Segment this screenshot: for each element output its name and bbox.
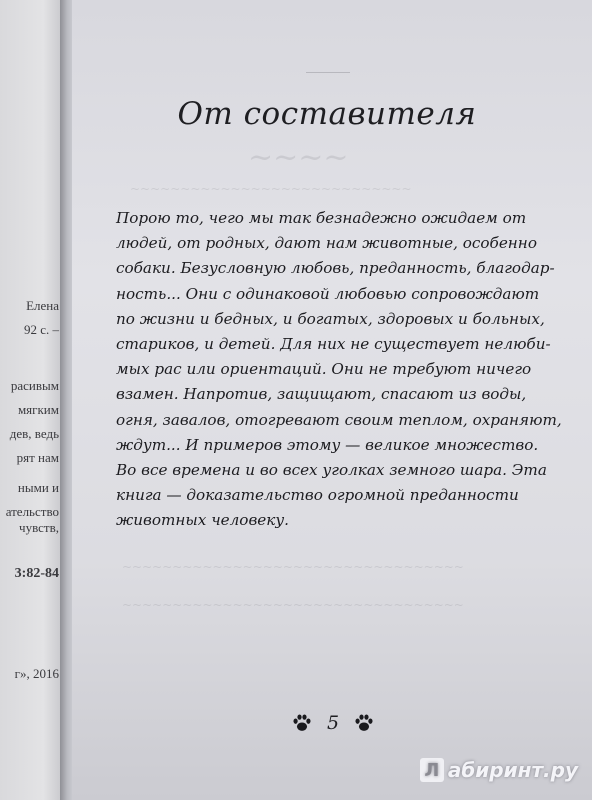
- left-page-fragment: ательство: [5, 504, 59, 519]
- body-line: взамен. Напротив, защищают, спасают из воды,: [116, 385, 527, 404]
- right-page: [72, 0, 592, 800]
- left-page-fragment: 3:82-84: [14, 566, 59, 581]
- body-line: огня, завалов, отогревают своим теплом, охраняют,: [116, 410, 562, 429]
- paw-icon: [353, 712, 375, 734]
- labirint-watermark: [420, 758, 578, 782]
- show-through-text: ~~~~~~~~~~~~~~~~~~~~~~~~~~~~~~~~~~: [122, 598, 464, 612]
- left-page-fragment: чувств,: [19, 520, 59, 535]
- top-ornament: [306, 72, 350, 73]
- labirint-logo: Л: [420, 758, 444, 782]
- body-line: Во все времена и во всех уголках земного шара. Эта: [116, 461, 547, 480]
- body-line: стариков, и детей. Для них не существует нелюби-: [116, 335, 551, 354]
- left-page-fragment: рят нам: [16, 450, 59, 465]
- body-line: собаки. Безусловную любовь, преданность, благодар-: [116, 259, 555, 278]
- left-page-fragment: расивым: [10, 378, 59, 393]
- body-line: ждут... И примеров этому — великое множество.: [116, 435, 539, 454]
- body-line: животных человеку.: [116, 511, 289, 530]
- body-line: мых рас или ориентаций. Они не требуют ничего: [116, 360, 532, 379]
- show-through-text: ~~~~~~~~~~~~~~~~~~~~~~~~~~~~: [130, 182, 412, 196]
- left-page-fragment: дев, ведь: [9, 426, 59, 441]
- show-through-text: ~~~~~~~~~~~~~~~~~~~~~~~~~~~~~~~~~~: [122, 560, 464, 574]
- body-line: ность... Они с одинаковой любовью сопровождают: [116, 284, 540, 303]
- left-page-fragment: Елена: [26, 298, 59, 313]
- body-line: Порою то, чего мы так безнадежно ожидаем от: [116, 209, 527, 227]
- body-line: книга — доказательство огромной преданности: [116, 486, 519, 505]
- body-text: [116, 206, 562, 534]
- page-title: От составителя: [177, 96, 477, 132]
- page-number: 5: [326, 712, 340, 734]
- left-page-fragment: ными и: [17, 480, 59, 495]
- body-line: людей, от родных, дают нам животные, особенно: [116, 234, 537, 253]
- page-footer: [278, 708, 388, 738]
- body-line: по жизни и бедных, и богатых, здоровых и больных,: [116, 309, 545, 328]
- left-page-fragment: г», 2016: [14, 666, 59, 681]
- paw-icon: [291, 712, 313, 734]
- watermark-text: абиринт.ру: [447, 758, 578, 782]
- show-through-text: ~~~~: [248, 140, 349, 175]
- left-page-fragment: 92 с. –: [23, 322, 59, 337]
- left-page-fragment: мягким: [17, 402, 59, 417]
- left-page: [0, 0, 62, 800]
